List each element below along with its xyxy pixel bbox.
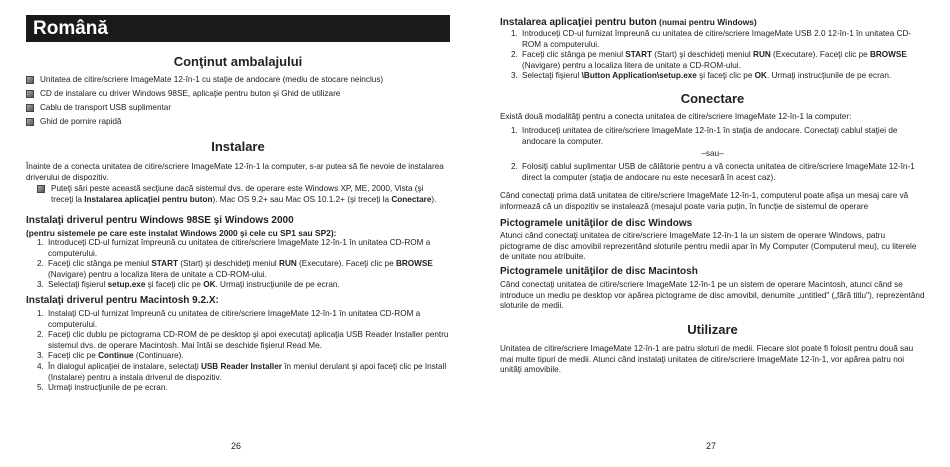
usage-title: Utilizare bbox=[687, 322, 738, 337]
list-item: 1. Instalaţi CD-ul furnizat împreună cu unitatea de citire/scriere ImageMate 12-în-1 în unitatea CD-ROM a computerului. bbox=[37, 309, 421, 329]
page-number: 26 bbox=[231, 441, 242, 451]
list-item: 2. Faceţi clic stânga pe meniul START (Start) şi deschideţi meniul RUN (Executare). Faceţi clic pe BROWSE (Navigare) pentru a localiza litera de unitate a CD-ROM-ului. bbox=[37, 259, 433, 279]
mac-driver-title: Instalaţi driverul pentru Macintosh 9.2.X: bbox=[26, 295, 219, 306]
or-separator: –sau– bbox=[701, 149, 724, 158]
page-number: 27 bbox=[706, 441, 717, 451]
windows-driver-title: Instalaţi driverul pentru Windows 98SE şi Windows 2000 (pentru sistemele pe care este instalat Windows 2000 şi cele cu SP1 sau SP2): bbox=[26, 215, 450, 239]
right-page bbox=[475, 0, 950, 467]
list-item: 4. În dialogul aplicaţiei de instalare, selectaţi USB Reader Installer în meniul derulant şi apoi faceţi clic pe Install (Instalare) pentru a instala driverul de dispozitiv. bbox=[37, 361, 447, 382]
list-item: 3. Faceţi clic pe Continue (Continuare). bbox=[37, 351, 184, 361]
list-item: 5. Urmaţi instrucţiunile de pe ecran. bbox=[37, 383, 168, 393]
list-item: 1. Introduceţi CD-ul furnizat împreună cu unitatea de citire/scriere ImageMate USB 2.0 12-în-1 în unitatea CD-ROM a computerului. bbox=[511, 29, 912, 49]
mac-icons-text: Când conectaţi unitatea de citire/scriere ImageMate 12-în-1 pe un sistem de operare Macintosh, atunci când se introduce un mediu pe desktop vor apărea pictograme de disc amovibil, denumite „untitled" („fără titlu"), reprezentând sloturile de medii. bbox=[500, 280, 925, 311]
note-icon bbox=[37, 185, 45, 193]
bullet-icon bbox=[26, 118, 34, 126]
connect-intro: Există două modalităţi pentru a conecta unitatea de citire/scriere ImageMate 12-în-1 la computer: bbox=[500, 112, 852, 121]
bullet-icon bbox=[26, 76, 34, 84]
list-item: 2. Folosiţi cablul suplimentar USB de călătorie pentru a vă conecta unitatea de citire/scriere ImageMate 12-în-1 direct la computer (staţia de andocare nu este necesară în acest caz). bbox=[511, 162, 915, 182]
left-page: Română Conţinut ambalajului Unitatea de citire/scriere ImageMate 12-în-1 cu staţie de andocare (mediu de stocare neinclus) CD de instalare cu driver Windows 98SE, aplicaţie pentru buton şi Ghid de utilizare Cablu de transport USB suplimentar Ghid de pornire rapidă Instalare Înainte de a conecta unitatea de citire/scriere ImageMate 12-în-1 la computer, s-ar putea să fie nevoie de instalarea driverului de dispozitiv. Puteţi sări peste această secţiune dacă sistemul dvs. de operare este Windows XP, ME, 2000, Vista (şi treceţi la Instalarea aplicaţiei pentru buton). Mac OS 9.2+ sau Mac OS 10.1.2+ (şi treceţi la Conectare). Instalaţi driverul pentru Windows 98SE şi Windows 2000 (pentru sistemele pe care este instalat Windows 2000 şi cele cu SP1 sau SP2): 1. Introduceţi CD-ul furnizat împreună cu unitatea de citire/scriere ImageMate 12-în-1 în unitatea CD-ROM a computerului. 2. Faceţi clic stânga pe meniul START (Start) şi deschideţi meniul RUN (Executare). Faceţi clic pe BROWSE (Navigare) pentru a localiza litera de unitate a CD-ROM-ului. 3. Selectaţi fişierul setup.exe şi faceţi clic pe OK. Urmaţi instrucţiunile de pe ecran. Instalaţi driverul pentru Macintosh 9.2.X: 1. Instalaţi CD-ul furnizat împreună cu unitatea de citire/scriere ImageMate 12-în-1 în unitatea CD-ROM a computerului. 2. Faceţi clic dublu pe pictograma CD-ROM de pe desktop şi apoi executaţi aplicaţia USB Reader Installer pentru sistemul dvs. de operare Macintosh. Mai întâi se deschide fişierul Read Me. 3. Faceţi clic pe Continue (Continuare). 4. În dialogul aplicaţiei de instalare, selectaţi USB Reader Installer în meniul derulant şi apoi faceţi clic pe Install (Instalare) pentru a instala driverul de dispozitiv. 5. Urmaţi instrucţiunile de pe ecran. 26 bbox=[0, 0, 475, 467]
list-item: 2. Faceţi clic dublu pe pictograma CD-ROM de pe desktop şi apoi executaţi aplicaţia USB Reader Installer pentru sistemul dvs. de operare Macintosh. Mai întâi se deschide fişierul Read Me. bbox=[37, 330, 449, 350]
bullet-icon bbox=[26, 104, 34, 112]
list-item: 3. Selectaţi fişierul setup.exe şi faceţi clic pe OK. Urmaţi instrucţiunile de pe ecran. bbox=[37, 280, 340, 290]
list-item: 3. Selectaţi fişierul \Button Application\setup.exe şi faceţi clic pe OK. Urmaţi instrucţiunile de pe ecran. bbox=[511, 71, 892, 81]
windows-icons-text: Atunci când conectaţi unitatea de citire/scriere ImageMate 12-în-1 la un sistem de operare Windows, patru pictograme de disc amovibil reprezentând sloturile pentru medii apar în My Computer (Computerul meu), cu literele de unitate nou atribuite. bbox=[500, 231, 917, 262]
connect-title: Conectare bbox=[680, 91, 745, 106]
button-app-steps bbox=[500, 29, 925, 82]
connect-step-1 bbox=[500, 126, 925, 147]
bullet-icon bbox=[26, 90, 34, 98]
connect-paragraph: Când conectaţi prima dată unitatea de citire/scriere ImageMate 12-în-1, computerul poate afişa un mesaj care vă informează că un dispozitiv se instalează (mesajul poate varia puţin, în funcţie de sistemul de operare bbox=[500, 191, 909, 211]
connect-step-2 bbox=[500, 162, 925, 183]
mac-icons-title: Pictogramele unităţilor de disc Macintosh bbox=[500, 266, 698, 277]
list-item: 1. Introduceţi CD-ul furnizat împreună cu unitatea de citire/scriere ImageMate 12-în-1 în unitatea CD-ROM a computerului. bbox=[37, 238, 431, 258]
list-item: 1. Introduceţi unitatea de citire/scriere ImageMate 12-în-1 în staţia de andocare. Conectaţi cablul staţiei de andocare la computer. bbox=[511, 126, 898, 146]
button-app-title: Instalarea aplicaţiei pentru buton (numai pentru Windows) bbox=[500, 17, 757, 28]
windows-icons-title: Pictogramele unităţilor de disc Windows bbox=[500, 218, 693, 229]
usage-text: Unitatea de citire/scriere ImageMate 12-în-1 are patru sloturi de medii. Fiecare slot poate fi folosit pentru două sau mai multe tipuri de medii. Atunci când instalaţi unitatea de citire/scriere ImageMate 12-în-1, vor apărea patru noi unităţi amovibile. bbox=[500, 344, 914, 375]
language-header: Română bbox=[26, 15, 450, 42]
install-note: Puteţi sări peste această secţiune dacă sistemul dvs. de operare este Windows XP, ME, 2000, Vista (şi treceţi la Instalarea aplicaţiei pentru buton). Mac OS 9.2+ sau Mac OS 10.1.2+ (şi treceţi la Conectare). bbox=[37, 184, 447, 205]
package-contents-title: Conţinut ambalajului bbox=[173, 54, 303, 69]
windows-driver-steps bbox=[26, 238, 450, 291]
install-title: Instalare bbox=[211, 139, 265, 154]
list-item: 2. Faceţi clic stânga pe meniul START (Start) şi deschideţi meniul RUN (Executare). Faceţi clic pe BROWSE (Navigare) pentru a localiza litera de unitate a CD-ROM-ului. bbox=[511, 50, 907, 70]
mac-driver-steps bbox=[26, 309, 450, 394]
windows-driver-subtitle: (pentru sistemele pe care este instalat Windows 2000 şi cele cu SP1 sau SP2): bbox=[26, 228, 337, 238]
install-intro: Înainte de a conecta unitatea de citire/scriere ImageMate 12-în-1 la computer, s-ar putea să fie nevoie de instalarea driverului de dispozitiv. bbox=[26, 162, 444, 182]
